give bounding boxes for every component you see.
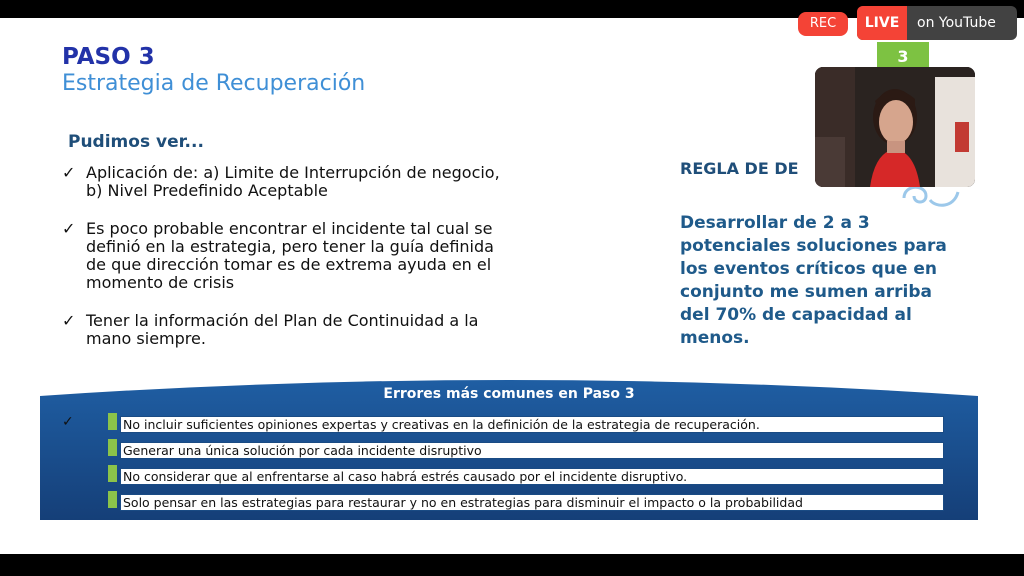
rule-line: los eventos críticos que en <box>680 259 938 279</box>
youtube-label: on YouTube <box>917 15 996 31</box>
webcam-person-image <box>815 67 975 187</box>
rule-heading: REGLA DE DE <box>680 159 799 178</box>
rec-badge[interactable]: REC <box>798 12 848 36</box>
webcam-video[interactable] <box>815 67 975 187</box>
list-item <box>62 164 622 200</box>
bullet-line: Tener la información del Plan de Continuidad a la <box>86 311 479 330</box>
slide-title: PASO 3 <box>62 44 155 70</box>
green-marker <box>108 439 117 456</box>
bullet-line: Es poco probable encontrar el incidente tal cual se <box>86 219 493 238</box>
slide-subtitle: Estrategia de Recuperación <box>62 71 366 96</box>
check-icon: ✓ <box>62 311 76 330</box>
list-item <box>62 312 622 348</box>
list-item <box>62 220 622 292</box>
section-heading: Pudimos ver... <box>68 132 204 152</box>
errors-panel <box>40 374 978 520</box>
bullet-line: momento de crisis <box>86 273 235 292</box>
live-youtube-badge[interactable] <box>857 6 1017 40</box>
green-marker <box>108 413 117 430</box>
check-icon: ✓ <box>62 163 76 182</box>
bottom-black-bar <box>0 554 1024 576</box>
check-icon: ✓ <box>62 414 74 430</box>
error-item-text: Solo pensar en las estrategias para restaurar y no en estrategias para disminuir el impacto o la probabilidad <box>120 494 944 511</box>
bullet-list <box>62 164 622 368</box>
error-item-text: No incluir suficientes opiniones expertas y creativas en la definición de la estrategia de recuperación. <box>120 416 944 433</box>
bullet-line: definió en la estrategia, pero tener la guía definida <box>86 237 494 256</box>
errors-title: Errores más comunes en Paso 3 <box>383 386 635 402</box>
error-item-text: No considerar que al enfrentarse al caso habrá estrés causado por el incidente disruptivo. <box>120 468 944 485</box>
rule-line: del 70% de capacidad al <box>680 305 912 325</box>
bullet-line: b) Nivel Predefinido Aceptable <box>86 181 328 200</box>
green-marker <box>108 465 117 482</box>
live-badge: LIVE <box>857 6 907 40</box>
rule-line: potenciales soluciones para <box>680 236 947 256</box>
rule-text <box>680 212 1000 350</box>
bullet-line: mano siempre. <box>86 329 206 348</box>
check-icon: ✓ <box>62 219 76 238</box>
error-item-text: Generar una única solución por cada incidente disruptivo <box>120 442 944 459</box>
rule-line: conjunto me sumen arriba <box>680 282 932 302</box>
bullet-line: Aplicación de: a) Limite de Interrupción de negocio, <box>86 163 500 182</box>
green-marker <box>108 491 117 508</box>
step-badge: 3 <box>877 42 929 74</box>
bullet-line: de que dirección tomar es de extrema ayuda en el <box>86 255 492 274</box>
rule-line: menos. <box>680 328 750 348</box>
rule-line: Desarrollar de 2 a 3 <box>680 213 870 233</box>
